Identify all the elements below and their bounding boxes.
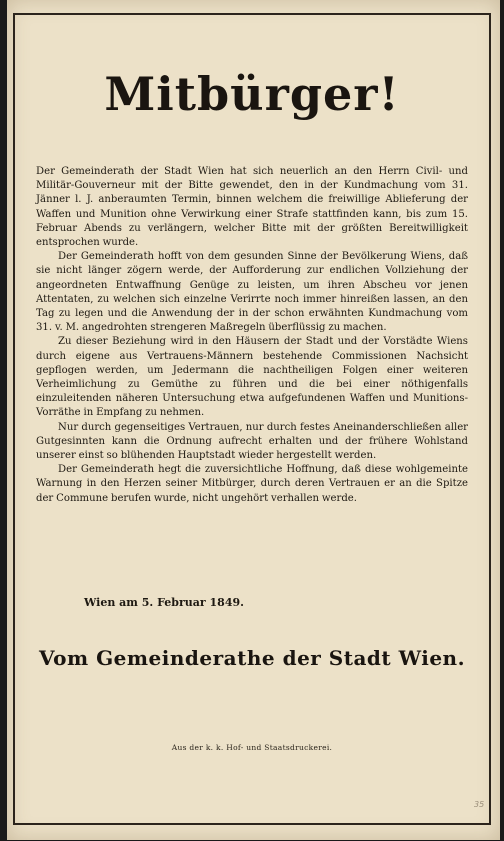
pencil-page-number: 35 — [474, 800, 485, 809]
proclamation-body — [36, 165, 468, 506]
signature-line: Vom Gemeinderathe der Stadt Wien. — [38, 646, 466, 670]
date-line: Wien am 5. Februar 1849. — [84, 596, 244, 609]
poster-title: Mitbürger! — [104, 67, 400, 121]
paragraph-2: Der Gemeinderath hofft von dem gesunden Sinne der Bevölkerung Wiens, daß sie nicht länger zögern werde, der Aufforderung zur endlichen Vollziehung der angeordneten Entwaffnung Genüge zu leisten, um ihren Abscheu vor jenen Attentaten, zu welchen sich einzelne Verirrte noch immer hinreißen lassen, an den Tag zu legen und die Anwendung der in der schon erwähnten Kundmachung vom 31. v. M. angedrohten strengeren Maßregeln überflüssig zu machen. — [36, 251, 468, 334]
paragraph-5: Der Gemeinderath hegt die zuversichtliche Hoffnung, daß diese wohlgemeinte Warnung in den Herzen seiner Mitbürger, durch deren Vertrauen er an die Spitze der Commune berufen wurde, nicht ungehört verhallen werde. — [36, 464, 468, 504]
paragraph-3: Zu dieser Beziehung wird in den Häusern der Stadt und der Vorstädte Wiens durch eigene aus Vertrauens-Männern bestehende Commissionen Nachsicht gepflogen werden, um Jedermann die nachtheiligen Folgen einer weiteren Verheimlichung zu Gemüthe zu führen und die bei einer nöthigenfalls einzuleitenden näheren Untersuchung etwa aufgefundenen Waffen und Munitions-Vorräthe in Empfang zu nehmen. — [36, 336, 468, 419]
paragraph-4: Nur durch gegenseitiges Vertrauen, nur durch festes Aneinanderschließen aller Gutgesinnten kann die Ordnung aufrecht erhalten und der frühere Wohlstand unserer einst so blühenden Hauptstadt wieder hergestellt werden. — [36, 421, 468, 462]
paragraph-1: Der Gemeinderath der Stadt Wien hat sich neuerlich an den Herrn Civil- und Militär-Gouverneur mit der Bitte gewendet, den in der Kundmachung vom 31. Jänner l. J. anberaumten Termin, binnen welchem die freiwillige Ablieferung der Waffen und Munition ohne Verwirkung einer Strafe stattfinden kann, bis zum 15. Februar Abends zu verlängern, welcher Bitte mit der größten Bereitwilligkeit entsprochen wurde. — [36, 166, 468, 249]
printer-imprint: Aus der k. k. Hof- und Staatsdruckerei. — [171, 743, 333, 752]
